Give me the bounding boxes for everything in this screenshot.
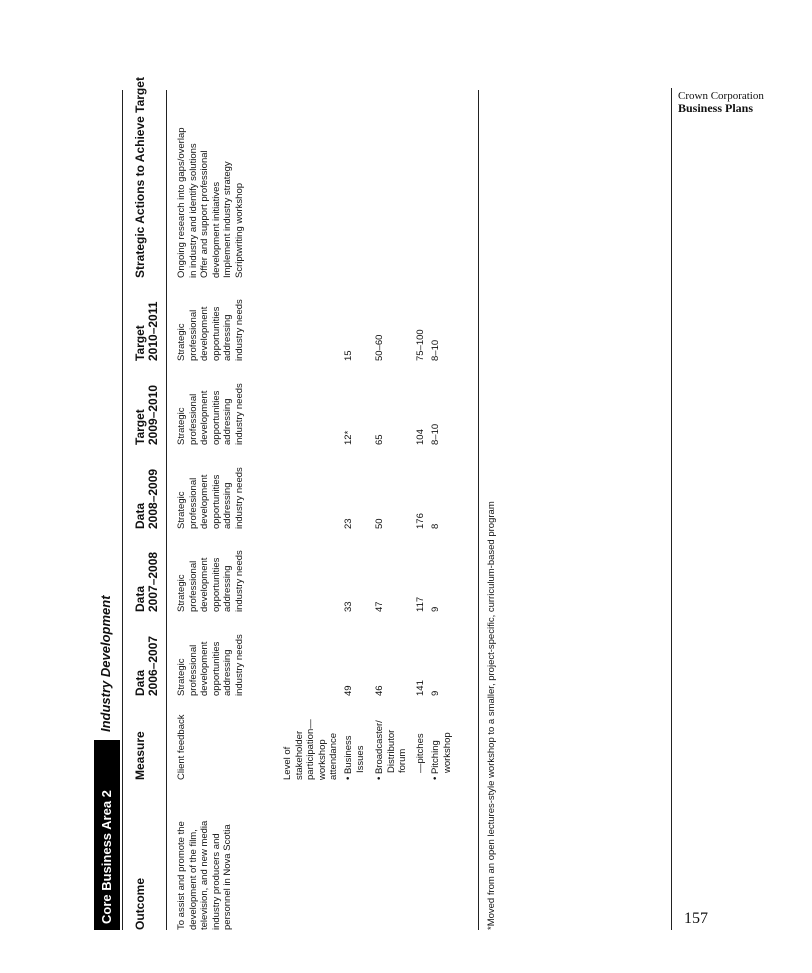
measure-line: stakeholder: [293, 730, 305, 780]
rotated-table-block: [94, 77, 634, 930]
col-header-target-2009-line2: 2009–2010: [146, 384, 160, 445]
action-line: Scriptwriting workshop: [233, 182, 245, 278]
label-line: • Broadcaster/: [374, 720, 385, 780]
row1-target-2010: [176, 299, 245, 361]
value-line: professional: [187, 560, 199, 612]
col-header-data-2006: [134, 636, 160, 696]
label-line: —pitches: [415, 733, 426, 773]
header-title: Business Plans: [678, 101, 754, 115]
label-line: Distributor: [385, 729, 397, 773]
col-header-target-2010: [134, 302, 160, 361]
row1-value-2008: [176, 467, 245, 529]
action-line: in industry and identify solutions: [187, 143, 199, 278]
row1-outcome-line: To assist and promote the: [176, 821, 187, 930]
row1-actions: [176, 127, 245, 278]
subrow-broadcaster-2008: 50: [374, 518, 385, 529]
measure-line: attendance: [328, 732, 339, 780]
value-line: Strategic: [176, 491, 187, 529]
value-line: industry needs: [233, 550, 245, 612]
col-header-data-2006-line2: 2006–2007: [146, 635, 160, 696]
value-line: opportunities: [210, 390, 222, 445]
subrow-pitches-2010: 75–100: [415, 329, 426, 361]
header-bottom-rule: [166, 90, 167, 930]
subrow-business-issues-label: [343, 735, 366, 780]
col-header-data-2008-line2: 2008–2009: [146, 468, 160, 529]
subrow-business-issues-2010: 15: [343, 350, 354, 361]
col-header-target-2010-line2: 2010–2011: [146, 301, 160, 361]
subrow-pitching-workshop-2006: 9: [430, 690, 441, 696]
measure-line: Level of: [282, 746, 293, 780]
row1-measure: Client feedback: [176, 714, 187, 780]
row1-outcome-line: personnel in Nova Scotia: [222, 824, 233, 930]
label-line: • Business: [343, 735, 354, 780]
value-line: professional: [187, 644, 199, 696]
value-line: industry needs: [233, 383, 245, 445]
value-line: Strategic: [176, 323, 187, 361]
row1-outcome-line: television, and new media: [199, 820, 210, 930]
value-line: development: [199, 557, 210, 612]
subrow-broadcaster-2006: 46: [374, 685, 385, 696]
header-org: Crown Corporation: [678, 90, 764, 102]
value-line: addressing: [222, 398, 233, 445]
value-line: development: [199, 390, 210, 445]
table-top-rule: [122, 90, 123, 930]
action-line: Ongoing research into gaps/overlap: [176, 127, 187, 278]
page-number: 157: [684, 910, 708, 927]
row1-value-2006: [176, 634, 245, 696]
col-header-data-2007-line1: Data: [133, 585, 147, 612]
value-line: opportunities: [210, 641, 222, 696]
col-header-measure: Measure: [133, 731, 147, 780]
row2-measure: [282, 719, 340, 780]
label-line: • Pitching: [430, 740, 441, 780]
value-line: addressing: [222, 482, 233, 529]
action-line: development initiatives: [210, 181, 222, 278]
measure-line: participation—: [305, 719, 316, 780]
row1-outcome: [176, 782, 234, 930]
subrow-business-issues-2006: 49: [343, 685, 354, 696]
col-header-target-2009: [134, 385, 160, 445]
subrow-broadcaster-2009: 65: [374, 434, 385, 445]
subrow-broadcaster-label: [374, 720, 409, 780]
subrow-business-issues-2008: 23: [343, 518, 354, 529]
row1-target-2009: [176, 383, 245, 445]
value-line: professional: [187, 477, 199, 529]
subrow-business-issues-2007: 33: [343, 601, 354, 612]
label-line: Issues: [354, 745, 366, 773]
value-line: professional: [187, 393, 199, 445]
value-line: opportunities: [210, 474, 222, 529]
value-line: industry needs: [233, 299, 245, 361]
subrow-pitches-2007: 117: [415, 596, 426, 612]
row1-value-2007: [176, 550, 245, 612]
subrow-broadcaster-2007: 47: [374, 601, 385, 612]
value-line: opportunities: [210, 557, 222, 612]
value-line: industry needs: [233, 634, 245, 696]
subrow-pitches-label: [415, 733, 427, 780]
value-line: opportunities: [210, 306, 222, 361]
subrow-pitches-2006: 141: [415, 680, 426, 696]
value-line: professional: [187, 309, 199, 361]
row1-outcome-line: development of the film,: [187, 829, 199, 930]
col-header-outcome: Outcome: [133, 877, 147, 930]
value-line: addressing: [222, 314, 233, 361]
value-line: development: [199, 306, 210, 361]
section-badge: Core Business Area 2: [94, 740, 120, 930]
col-header-actions: Strategic Actions to Achieve Target: [133, 77, 147, 278]
subrow-pitching-workshop-2009: 8–10: [430, 423, 441, 445]
subrow-pitching-workshop-2007: 9: [430, 606, 441, 612]
measure-line: workshop: [316, 739, 328, 780]
value-line: addressing: [222, 649, 233, 696]
table-bottom-rule: [478, 90, 479, 930]
value-line: development: [199, 474, 210, 529]
action-line: Offer and support professional: [199, 150, 210, 278]
value-line: industry needs: [233, 467, 245, 529]
subrow-pitching-workshop-label: [430, 732, 453, 780]
subrow-pitching-workshop-2008: 8: [430, 523, 441, 529]
col-header-target-2009-line1: Target: [133, 409, 147, 445]
value-line: Strategic: [176, 658, 187, 696]
action-line: Implement industry strategy: [222, 161, 233, 278]
value-line: Strategic: [176, 574, 187, 612]
subrow-pitching-workshop-2010: 8–10: [430, 339, 441, 361]
subrow-business-issues-2009: 12*: [343, 430, 354, 445]
section-subtitle: Industry Development: [98, 595, 113, 732]
footnote: *Moved from an open lectures-style workshop to a smaller, project-specific, curriculum-based program: [486, 501, 497, 930]
subrow-broadcaster-2010: 50–60: [374, 334, 385, 361]
row1-outcome-line: industry producers and: [210, 833, 222, 930]
value-line: Strategic: [176, 407, 187, 445]
col-header-data-2008: [134, 469, 160, 529]
col-header-data-2006-line1: Data: [133, 669, 147, 696]
col-header-target-2010-line1: Target: [133, 325, 147, 361]
col-header-data-2008-line1: Data: [133, 502, 147, 529]
value-line: addressing: [222, 565, 233, 612]
label-line: workshop: [441, 732, 453, 773]
col-header-data-2007-line2: 2007–2008: [146, 551, 160, 612]
label-line: forum: [397, 748, 408, 773]
subrow-pitches-2008: 176: [415, 513, 426, 529]
value-line: development: [199, 641, 210, 696]
subrow-pitches-2009: 104: [415, 429, 426, 445]
col-header-data-2007: [134, 552, 160, 612]
right-margin-rule: [671, 88, 672, 930]
